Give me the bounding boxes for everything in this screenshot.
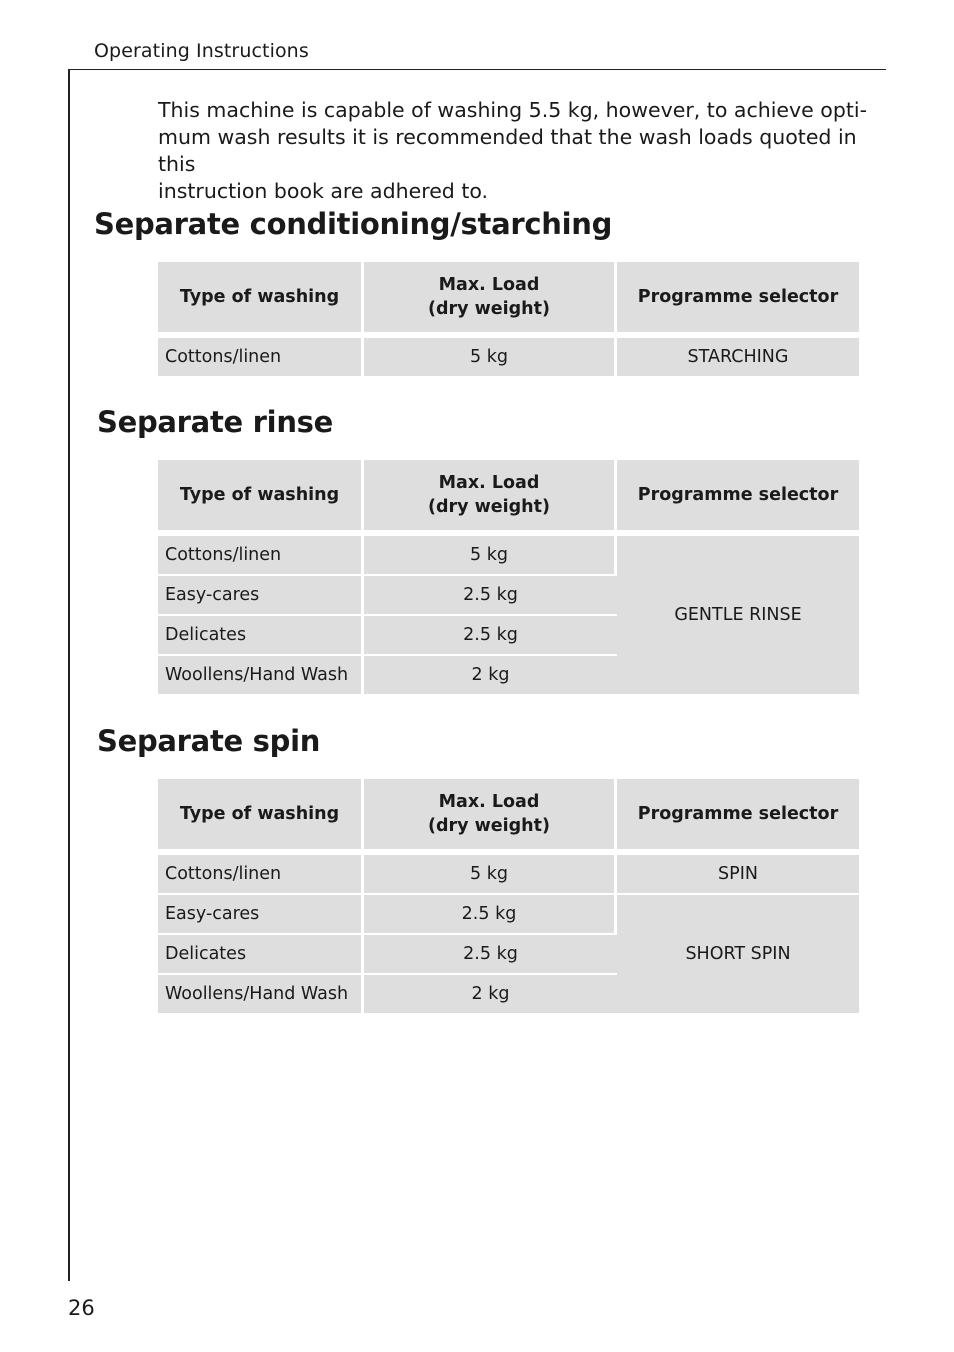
starching-table <box>158 262 859 378</box>
cell-type: Cottons/linen <box>158 536 364 576</box>
column-header-load <box>364 460 617 536</box>
column-header-type: Type of washing <box>158 262 364 338</box>
header-rule <box>68 69 886 70</box>
cell-type: Easy-cares <box>158 895 364 935</box>
section-heading-starching: Separate conditioning/starching <box>94 207 613 241</box>
column-header-load <box>364 779 617 855</box>
column-header-load <box>364 262 617 338</box>
column-header-programme: Programme selector <box>617 779 859 855</box>
cell-load: 2.5 kg <box>364 935 617 975</box>
cell-load: 2 kg <box>364 656 617 694</box>
table-row <box>158 536 859 576</box>
spin-table <box>158 779 859 1013</box>
column-header-programme: Programme selector <box>617 262 859 338</box>
cell-programme: SPIN <box>617 855 859 895</box>
column-header-load-line1: Max. Load <box>438 792 540 812</box>
section-heading-rinse: Separate rinse <box>97 405 333 439</box>
cell-type: Woollens/Hand Wash <box>158 975 364 1013</box>
intro-line-3: instruction book are adhered to. <box>158 179 489 203</box>
column-header-load-line1: Max. Load <box>438 473 540 493</box>
cell-load: 2.5 kg <box>364 616 617 656</box>
column-header-programme: Programme selector <box>617 460 859 536</box>
cell-type: Woollens/Hand Wash <box>158 656 364 694</box>
table-row <box>158 338 859 378</box>
column-header-type: Type of washing <box>158 779 364 855</box>
cell-type: Delicates <box>158 616 364 656</box>
cell-load: 2.5 kg <box>364 576 617 616</box>
column-header-load-line2: (dry weight) <box>427 816 551 836</box>
intro-line-1: This machine is capable of washing 5.5 kg, however, to achieve opti- <box>158 98 867 122</box>
section-heading-spin: Separate spin <box>97 724 321 758</box>
cell-type: Delicates <box>158 935 364 975</box>
intro-paragraph <box>158 97 868 205</box>
page-number: 26 <box>68 1296 95 1320</box>
column-header-load-line2: (dry weight) <box>427 299 551 319</box>
cell-type: Cottons/linen <box>158 855 364 895</box>
cell-type: Cottons/linen <box>158 338 364 378</box>
table-header-row <box>158 262 859 338</box>
cell-load: 5 kg <box>364 338 617 378</box>
column-header-load-line1: Max. Load <box>438 275 540 295</box>
cell-load: 5 kg <box>364 536 617 576</box>
running-header: Operating Instructions <box>94 40 309 62</box>
cell-load: 2.5 kg <box>364 895 617 935</box>
column-header-type: Type of washing <box>158 460 364 536</box>
margin-rule <box>68 69 70 1281</box>
cell-programme: STARCHING <box>617 338 859 378</box>
cell-type: Easy-cares <box>158 576 364 616</box>
table-header-row <box>158 460 859 536</box>
table-row <box>158 855 859 895</box>
table-row <box>158 895 859 935</box>
cell-load: 2 kg <box>364 975 617 1013</box>
column-header-load-line2: (dry weight) <box>427 497 551 517</box>
cell-programme: SHORT SPIN <box>617 895 859 1013</box>
cell-programme: GENTLE RINSE <box>617 536 859 694</box>
rinse-table <box>158 460 859 694</box>
intro-line-2: mum wash results it is recommended that the wash loads quoted in this <box>158 125 857 176</box>
table-header-row <box>158 779 859 855</box>
cell-load: 5 kg <box>364 855 617 895</box>
